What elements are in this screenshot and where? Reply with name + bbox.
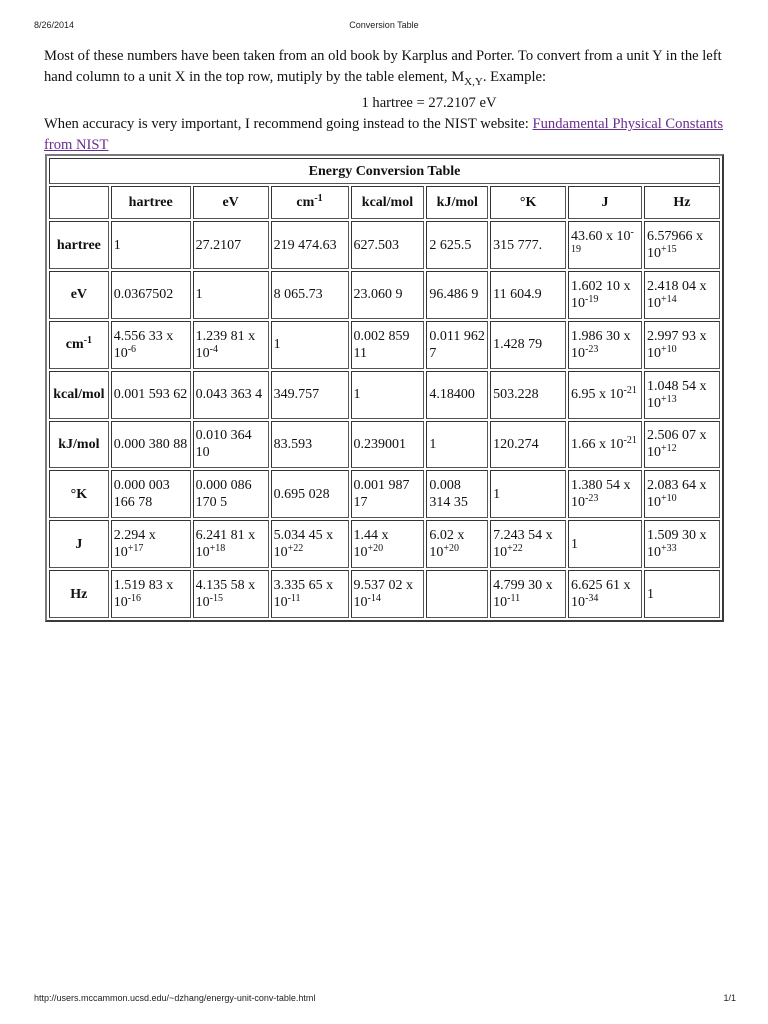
table-row [49, 570, 720, 618]
cell-value: 315 777. [493, 237, 543, 253]
cell-value: 1.602 10 x 10 [571, 278, 631, 311]
table-cell [271, 520, 349, 568]
table-cell [271, 421, 349, 469]
cell-value: cm [296, 195, 315, 211]
print-url: http://users.mccammon.ucsd.edu/~dzhang/energy-unit-conv-table.html [34, 993, 316, 1003]
cell-value: 120.274 [493, 436, 539, 452]
table-cell [193, 570, 269, 618]
cell-value: 627.503 [353, 237, 400, 253]
exponent: +17 [127, 543, 144, 555]
cell-value: 83.593 [273, 436, 313, 452]
column-header [568, 186, 642, 219]
intro-line: Most of these numbers have been taken from an old book by Karplus and Porter. To convert from a unit Y in the left hand column to a unit X in the top row, mutiply by the table element, M [44, 48, 722, 85]
cell-value: 6.95 x 10 [571, 387, 624, 403]
cell-value: 8 065.73 [273, 287, 323, 303]
table-cell [568, 321, 642, 369]
example-equation: 1 hartree = 27.2107 eV [361, 95, 497, 111]
table-cell [111, 421, 191, 469]
cell-value: 0.008 314 35 [429, 478, 468, 511]
cell-value: 43.60 x 10 [571, 229, 631, 245]
cell-value: 23.060 9 [353, 287, 403, 303]
table-cell [644, 321, 720, 369]
row-header [49, 520, 109, 568]
exponent: -21 [623, 434, 637, 446]
exponent: +10 [660, 343, 677, 355]
cell-value: 9.537 02 x 10 [353, 578, 414, 611]
cell-value: 0.001 593 62 [113, 387, 188, 403]
table-cell [568, 520, 642, 568]
table-cell [111, 470, 191, 518]
exponent: -23 [585, 343, 599, 355]
table-cell [426, 570, 488, 618]
cell-value: 0.002 859 11 [353, 328, 410, 361]
exponent: +20 [443, 543, 460, 555]
cell-value: 2.294 x 10 [113, 528, 156, 561]
column-header [351, 186, 425, 219]
table-cell [111, 271, 191, 319]
table-row [49, 371, 720, 419]
table-cell [193, 371, 269, 419]
cell-value: 1.44 x 10 [353, 528, 389, 561]
page-number: 1/1 [723, 993, 736, 1003]
table-cell [111, 371, 191, 419]
table-cell [111, 520, 191, 568]
table-cell [426, 371, 488, 419]
exponent: -1 [83, 335, 92, 347]
intro-text [44, 46, 724, 156]
exponent: -16 [127, 593, 142, 605]
cell-value: 2.506 07 x 10 [646, 428, 707, 461]
cell-value: 2.997 93 x 10 [646, 328, 707, 361]
cell-value: 5.034 45 x 10 [273, 528, 334, 561]
cell-value: 1 [493, 486, 501, 502]
cell-value: 6.02 x 10 [429, 528, 465, 561]
cell-value: 4.556 33 x 10 [113, 328, 174, 361]
intro-line-end: . Example: [482, 69, 547, 85]
print-date: 8/26/2014 [34, 20, 75, 30]
row-header [49, 271, 109, 319]
table-cell [568, 221, 642, 269]
cell-value: 1.509 30 x 10 [646, 528, 707, 561]
exponent: -19 [585, 293, 599, 305]
table-cell [426, 421, 488, 469]
row-header [49, 470, 109, 518]
cell-value: kJ/mol [436, 195, 478, 211]
cell-value: 1.986 30 x 10 [571, 328, 631, 361]
cell-value: eV [70, 287, 88, 303]
exponent: -34 [585, 593, 599, 605]
cell-value: 96.486 9 [429, 287, 479, 303]
cell-value: kcal/mol [53, 387, 105, 403]
table-cell [193, 421, 269, 469]
cell-value: J [75, 536, 83, 552]
cell-value: kcal/mol [361, 195, 414, 211]
table-cell [644, 371, 720, 419]
exponent: -15 [209, 593, 224, 605]
table-cell [111, 570, 191, 618]
table-cell [193, 520, 269, 568]
table-cell [568, 470, 642, 518]
table-cell [271, 271, 349, 319]
table-cell [490, 371, 566, 419]
table-cell [351, 570, 425, 618]
table-cell [644, 271, 720, 319]
accuracy-note [44, 114, 724, 156]
exponent: +10 [660, 493, 677, 505]
cell-value: 0.239001 [353, 436, 407, 452]
cell-value: 1 [353, 387, 361, 403]
cell-value: 2.418 04 x 10 [646, 278, 707, 311]
header-row [49, 186, 720, 219]
cell-value: 2.083 64 x 10 [646, 478, 707, 511]
table-cell [271, 221, 349, 269]
cell-value: 0.000 380 88 [113, 436, 188, 452]
table-cell [426, 271, 488, 319]
table-cell [490, 321, 566, 369]
cell-value: 503.228 [493, 387, 539, 403]
cell-value: 1 [646, 586, 654, 602]
exponent: -11 [287, 593, 301, 605]
cell-value: 6.241 81 x 10 [195, 528, 256, 561]
cell-value: 0.001 987 17 [353, 478, 410, 511]
exponent: -4 [209, 343, 219, 355]
table-cell [644, 421, 720, 469]
table-cell [351, 321, 425, 369]
table-cell [644, 520, 720, 568]
cell-value: 27.2107 [195, 237, 242, 253]
cell-value: °K [70, 486, 88, 502]
table-cell [568, 271, 642, 319]
table-cell [490, 570, 566, 618]
cell-value: 4.799 30 x 10 [493, 578, 553, 611]
cell-value: 1 [273, 337, 281, 353]
exponent: -6 [127, 343, 137, 355]
cell-value: hartree [56, 237, 101, 253]
table-cell [193, 221, 269, 269]
cell-value: hartree [128, 195, 173, 211]
cell-value: 1.66 x 10 [571, 436, 624, 452]
cell-value: 1.239 81 x 10 [195, 328, 256, 361]
column-header [644, 186, 720, 219]
exponent: +20 [367, 543, 384, 555]
table-cell [351, 221, 425, 269]
cell-value: 1 [429, 436, 437, 452]
exponent: -14 [367, 593, 381, 605]
table-cell [490, 421, 566, 469]
cell-value: 1.380 54 x 10 [571, 478, 631, 511]
cell-value: 1.519 83 x 10 [113, 578, 174, 611]
table-cell [644, 221, 720, 269]
corner-cell [49, 186, 109, 219]
table-cell [490, 221, 566, 269]
cell-value: 6.625 61 x 10 [571, 578, 631, 611]
exponent: +13 [660, 393, 677, 405]
table-row [49, 321, 720, 369]
cell-value: 0.043 363 4 [195, 387, 263, 403]
cell-value: cm [65, 337, 84, 353]
cell-value: 0.010 364 10 [195, 428, 252, 461]
table-cell [426, 221, 488, 269]
table-cell [193, 271, 269, 319]
table-cell [111, 221, 191, 269]
table-cell [193, 321, 269, 369]
table-cell [271, 570, 349, 618]
cell-value: 1.048 54 x 10 [646, 378, 707, 411]
cell-value: 0.000 086 170 5 [195, 478, 252, 511]
exponent: +14 [660, 293, 677, 305]
exponent: -21 [623, 385, 637, 397]
cell-value: 6.57966 x 10 [646, 229, 703, 262]
table-caption: Energy Conversion Table [49, 158, 720, 184]
cell-value: 7.243 54 x 10 [493, 528, 553, 561]
column-header [271, 186, 349, 219]
exponent: +18 [209, 543, 226, 555]
column-header [490, 186, 566, 219]
column-header [193, 186, 269, 219]
table-cell [568, 421, 642, 469]
table-cell [490, 520, 566, 568]
row-header [49, 421, 109, 469]
row-header [49, 371, 109, 419]
table-cell [351, 271, 425, 319]
cell-value: Hz [70, 586, 88, 602]
cell-value: 1 [113, 237, 121, 253]
table-row [49, 470, 720, 518]
caption-row [49, 158, 720, 184]
table-cell [111, 321, 191, 369]
table-cell [568, 371, 642, 419]
exponent: +12 [660, 443, 677, 455]
table-row [49, 221, 720, 269]
exponent: +22 [507, 543, 523, 555]
cell-value: 1.428 79 [493, 337, 543, 353]
cell-value: 1 [571, 536, 579, 552]
table-cell [351, 470, 425, 518]
table-cell [644, 570, 720, 618]
cell-value: 3.335 65 x 10 [273, 578, 334, 611]
table-row [49, 421, 720, 469]
table-cell [193, 470, 269, 518]
table-row [49, 271, 720, 319]
cell-value: 11 604.9 [493, 287, 542, 303]
table-row [49, 520, 720, 568]
cell-value: J [601, 195, 609, 211]
matrix-subscript: X,Y [464, 76, 483, 88]
table-cell [351, 371, 425, 419]
table-cell [271, 371, 349, 419]
row-header [49, 570, 109, 618]
cell-value: 1 [195, 287, 203, 303]
exponent: +15 [660, 244, 677, 256]
table-cell [490, 470, 566, 518]
table-cell [351, 520, 425, 568]
cell-value: 219 474.63 [273, 237, 337, 253]
cell-value: 4.18400 [429, 387, 475, 403]
table-cell [271, 470, 349, 518]
exponent: +33 [660, 543, 677, 555]
cell-value: 0.000 003 166 78 [113, 478, 170, 511]
intro-paragraph [44, 46, 724, 93]
exponent: -11 [507, 593, 521, 605]
table-cell [568, 570, 642, 618]
cell-value: Hz [673, 195, 691, 211]
cell-value: 4.135 58 x 10 [195, 578, 256, 611]
cell-value: 0.011 962 7 [429, 328, 485, 361]
table-cell [426, 520, 488, 568]
row-header [49, 321, 109, 369]
cell-value: eV [222, 195, 239, 211]
table-cell [351, 421, 425, 469]
cell-value: 0.695 028 [273, 486, 330, 502]
accuracy-text: When accuracy is very important, I recommend going instead to the NIST website: [44, 116, 533, 132]
table-cell [490, 271, 566, 319]
column-header [111, 186, 191, 219]
energy-conversion-table [45, 154, 724, 622]
cell-value: kJ/mol [58, 436, 100, 452]
cell-value: 2 625.5 [429, 237, 472, 253]
exponent: -23 [585, 493, 599, 505]
row-header [49, 221, 109, 269]
exponent: +22 [287, 543, 304, 555]
cell-value: °K [519, 195, 537, 211]
table-cell [644, 470, 720, 518]
exponent: -1 [314, 193, 323, 205]
exponent: -19 [571, 227, 634, 256]
column-header [426, 186, 488, 219]
cell-value: 349.757 [273, 387, 320, 403]
table-cell [426, 470, 488, 518]
table-cell [426, 321, 488, 369]
print-title: Conversion Table [349, 20, 419, 30]
nist-link[interactable]: Fundamental Physical Constants from NIST [44, 116, 724, 153]
table-cell [271, 321, 349, 369]
cell-value: 0.0367502 [113, 287, 174, 303]
